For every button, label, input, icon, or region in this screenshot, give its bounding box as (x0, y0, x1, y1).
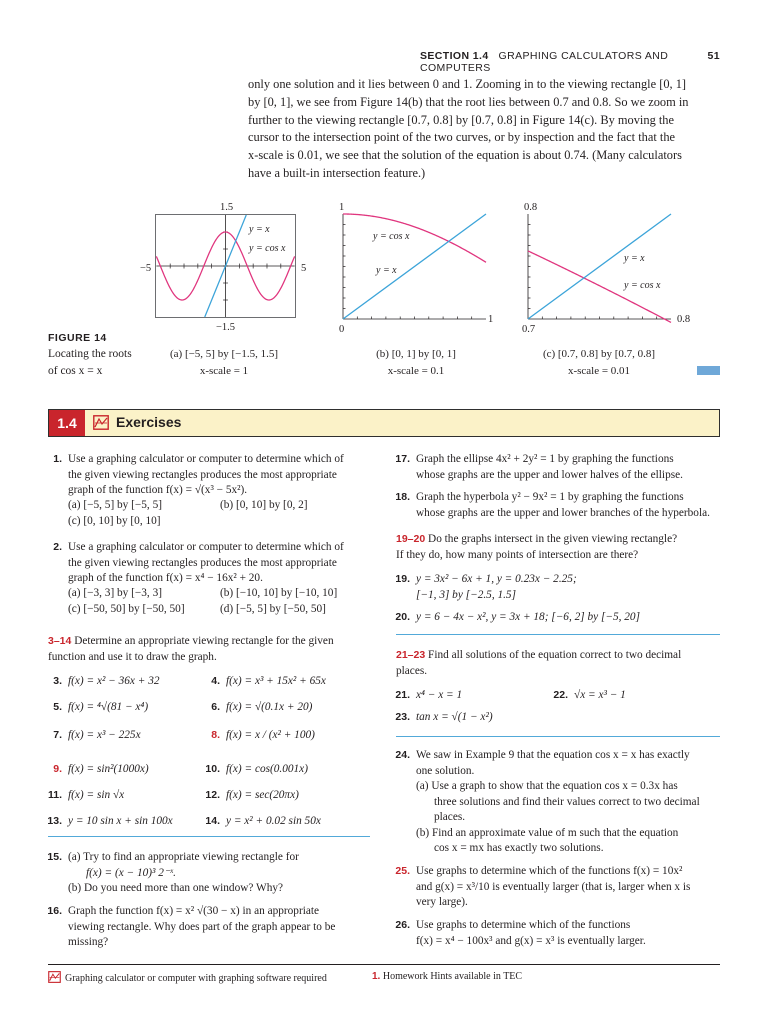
exercise-line: missing? (68, 936, 109, 948)
exercise-13: y = 10 sin x + sin 100x (68, 815, 173, 827)
exercise-3: f(x) = x² − 36x + 32 (68, 675, 160, 687)
exercise-line: viewing rectangle. Why does part of the graph appear to be (68, 920, 336, 933)
panel-b-origin-label: 0 (339, 324, 345, 335)
panel-c-range: (c) [0.7, 0.8] by [0.7, 0.8] (542, 348, 656, 360)
exercise-4: f(x) = x³ + 15x² + 65x (226, 675, 326, 687)
exercise-number: 14. (205, 815, 220, 827)
figure-caption-line: of cos x = x (48, 365, 103, 377)
exercise-line: graph of the function f(x) = x⁴ − 16x² + 20. (68, 572, 263, 584)
exercise-25 (416, 864, 690, 911)
exercise-number: 25. (395, 865, 410, 877)
exercise-15 (68, 850, 299, 897)
footer-hint-number: 1. (372, 971, 381, 982)
exercise-line: (b) Find an approximate value of m such that the equation (416, 826, 679, 839)
panel-b-curve-label-2: y = x (376, 265, 397, 276)
exercise-option: (a) [−5, 5] by [−5, 5] (68, 499, 162, 511)
panel-b-cos-curve (343, 214, 486, 262)
exercise-line: Use a graphing calculator or computer to determine which of (68, 453, 344, 465)
exercise-line: f(x) = x⁴ − 100x³ and g(x) = x³ is eventually larger. (416, 934, 646, 947)
exercise-line: Use graphs to determine which of the functions f(x) = 10x² (416, 865, 683, 877)
exercises-right-column (396, 452, 720, 962)
exercise-number: 8. (211, 729, 220, 741)
exercise-number: 20. (395, 611, 410, 623)
group-instruction: Determine an appropriate viewing rectangle for the given (74, 635, 334, 647)
exercise-17 (416, 452, 683, 483)
exercise-line: cos x = mx has exactly two solutions. (434, 842, 604, 854)
figure-label: FIGURE 14 (48, 332, 107, 344)
exercise-line: (a) Use a graph to show that the equation cos x = 0.3x has (416, 780, 678, 792)
exercise-line: (a) Try to find an appropriate viewing rectangle for (68, 851, 299, 863)
panel-b-caption (346, 346, 486, 380)
exercise-number: 11. (47, 789, 62, 801)
footer-left (48, 971, 327, 986)
group-number: 3–14 (48, 635, 72, 647)
exercise-12: f(x) = sec(20πx) (226, 789, 299, 801)
exercise-group-19-20 (396, 532, 720, 563)
panel-b-right-label: 1 (488, 314, 494, 325)
running-head (420, 50, 720, 74)
panel-b-top-label: 1 (339, 202, 345, 213)
panel-c-curve-label-1: y = x (624, 253, 645, 264)
exercise-20: y = 6 − 4x − x², y = 3x + 18; [−6, 2] by [−5, 20] (416, 611, 640, 623)
exercise-21: x⁴ − x = 1 (416, 689, 463, 701)
exercise-14: y = x² + 0.02 sin 50x (226, 815, 321, 827)
exercise-line: (b) Do you need more than one window? Why? (68, 882, 283, 894)
panel-a-range: (a) [−5, 5] by [−1.5, 1.5] (169, 348, 279, 360)
panel-b-line-curve (343, 214, 486, 319)
intro-line: only one solution and it lies between 0 and 1. Zooming in to the viewing rectangle [0, 1] (248, 77, 687, 91)
exercise-7: f(x) = x³ − 225x (68, 729, 141, 741)
exercise-line: y = 3x² − 6x + 1, y = 0.23x − 2.25; (416, 573, 577, 585)
exercise-number: 22. (553, 689, 568, 701)
exercise-26 (416, 918, 646, 949)
exercise-option: (a) [−3, 3] by [−3, 3] (68, 587, 162, 599)
exercises-section-number: 1.4 (49, 410, 85, 436)
exercise-number: 15. (47, 851, 62, 863)
exercise-number: 21. (395, 689, 410, 701)
panel-c-right-label: 0.8 (677, 314, 691, 325)
intro-line: further to the viewing rectangle [0.7, 0.8] by [0.7, 0.8] in Figure 14(c). By moving the (248, 112, 675, 127)
exercise-11: f(x) = sin √x (68, 789, 125, 801)
exercise-number: 12. (205, 789, 220, 801)
exercise-6: f(x) = √(0.1x + 20) (226, 701, 313, 713)
panel-c-line-curve (528, 214, 671, 319)
exercise-23: tan x = √(1 − x²) (416, 711, 493, 723)
footer-left-text: Graphing calculator or computer with graphing software required (65, 973, 327, 984)
panel-c-plot (528, 214, 671, 319)
exercise-line: whose graphs are the upper and lower halves of the ellipse. (416, 468, 683, 481)
exercise-line: Graph the ellipse 4x² + 2y² = 1 by graphing the functions (416, 453, 674, 465)
panel-a-left-label: −5 (140, 263, 152, 274)
exercises-title: Exercises (116, 414, 182, 430)
exercise-number: 9. (53, 763, 62, 775)
panel-c-scale: x-scale = 0.01 (567, 365, 631, 377)
exercise-number: 6. (211, 701, 220, 713)
exercise-line: Use graphs to determine which of the functions (416, 919, 631, 931)
exercise-line: Graph the hyperbola y² − 9x² = 1 by graphing the functions (416, 491, 684, 503)
exercise-number: 17. (395, 453, 410, 465)
panel-c-caption (524, 346, 674, 380)
section-divider (396, 634, 720, 635)
exercise-2 (68, 540, 344, 587)
exercise-option: (b) [0, 10] by [0, 2] (220, 499, 308, 511)
exercise-line: [−1, 3] by [−2.5, 1.5] (416, 588, 516, 601)
exercise-1 (68, 452, 344, 499)
margin-tab (697, 366, 720, 375)
exercise-9: f(x) = sin²(1000x) (68, 763, 149, 775)
panel-c-top-label: 0.8 (524, 202, 538, 213)
section-divider (48, 836, 370, 837)
group-instruction: Find all solutions of the equation correct to two decimal (428, 649, 682, 661)
exercise-number: 10. (205, 763, 220, 775)
section-divider (396, 736, 720, 737)
intro-paragraph (248, 76, 718, 183)
exercise-8: f(x) = x / (x² + 100) (226, 729, 315, 741)
exercise-line: whose graphs are the upper and lower branches of the hyperbola. (416, 506, 710, 519)
exercise-line: the given viewing rectangles produces the most appropriate (68, 468, 337, 481)
exercise-group-21-23 (396, 648, 720, 679)
intro-line: x-scale is 0.01, we see that the solution of the equation is about 0.74. (Many calculators (248, 148, 682, 163)
footer-right-text: Homework Hints available in TEC (382, 971, 523, 982)
group-instruction: Do the graphs intersect in the given viewing rectangle? (428, 533, 678, 545)
exercise-5: f(x) = ⁴√(81 − x⁴) (68, 701, 149, 713)
panel-c-curve-label-2: y = cos x (624, 280, 661, 291)
exercise-number: 13. (47, 815, 62, 827)
section-number: SECTION 1.4 (420, 50, 489, 62)
exercise-option: (c) [−50, 50] by [−50, 50] (68, 603, 185, 615)
panel-a-bottom-label: −1.5 (216, 322, 236, 333)
exercise-number: 3. (53, 675, 62, 687)
panel-c-origin-label: 0.7 (522, 324, 536, 335)
panel-a-caption (156, 346, 292, 380)
footer-right (372, 971, 522, 982)
intro-line: cursor to the intersection point of the two curves, or by inspection and the fact that the (248, 130, 676, 145)
exercise-number: 7. (53, 729, 62, 741)
exercise-line: three solutions and find their values correct to two decimal (434, 795, 700, 808)
exercise-number: 2. (53, 541, 62, 553)
exercise-number: 4. (211, 675, 220, 687)
section-title: GRAPHING CALCULATORS AND COMPUTERS (420, 50, 669, 74)
exercise-line: graph of the function f(x) = √(x³ − 5x²). (68, 484, 248, 496)
exercise-group-3-14 (48, 634, 370, 665)
exercise-line: one solution. (416, 764, 475, 777)
exercise-number: 18. (395, 491, 410, 503)
intro-line: have a built-in intersection feature.) (248, 165, 426, 180)
panel-b-scale: x-scale = 0.1 (387, 365, 445, 377)
exercise-19 (416, 572, 577, 603)
exercise-number: 26. (395, 919, 410, 931)
panel-a-plot (155, 214, 296, 318)
exercise-option: (d) [−5, 5] by [−50, 50] (220, 603, 326, 615)
graphing-calculator-icon (93, 415, 109, 433)
exercise-number: 1. (53, 453, 62, 465)
exercises-left-column (48, 452, 370, 962)
exercise-line: and g(x) = x³/10 is eventually larger (that is, larger when x is (416, 880, 691, 893)
panel-a-curve-label-1: y = x (249, 224, 270, 235)
panel-a-right-label: 5 (301, 263, 307, 274)
exercise-option: (c) [0, 10] by [0, 10] (68, 515, 161, 527)
exercise-number: 5. (53, 701, 62, 713)
figure-caption (48, 346, 132, 380)
graphing-calculator-icon (48, 971, 61, 986)
exercises-header (48, 409, 720, 437)
panel-b-range: (b) [0, 1] by [0, 1] (376, 348, 456, 360)
exercise-number: 16. (47, 905, 62, 917)
exercise-18 (416, 490, 710, 521)
exercise-number: 24. (395, 749, 410, 761)
exercise-line: the given viewing rectangles produces the most appropriate (68, 556, 337, 569)
exercise-22: √x = x³ − 1 (574, 689, 626, 701)
exercise-number: 23. (395, 711, 410, 723)
exercise-line: f(x) = (x − 10)³ 2⁻ˣ. (86, 866, 176, 879)
exercise-10: f(x) = cos(0.001x) (226, 763, 308, 775)
intro-line: by [0, 1], we see from Figure 14(b) that the root lies between 0.7 and 0.8. So we zoom in (248, 94, 689, 109)
panel-a-top-label: 1.5 (220, 202, 234, 213)
panel-b-curve-label-1: y = cos x (373, 231, 410, 242)
exercise-option: (b) [−10, 10] by [−10, 10] (220, 587, 338, 599)
group-instruction: function and use it to draw the graph. (48, 650, 217, 663)
exercise-24 (416, 748, 700, 857)
figure-caption-line: Locating the roots (48, 348, 132, 360)
exercise-number: 19. (395, 573, 410, 585)
exercise-line: Graph the function f(x) = x² √(30 − x) in an appropriate (68, 905, 320, 917)
exercise-line: very large). (416, 896, 468, 908)
panel-a-scale: x-scale = 1 (199, 365, 249, 377)
panel-a-curve-label-2: y = cos x (249, 243, 286, 254)
group-instruction: places. (396, 664, 428, 677)
footer-rule (48, 964, 720, 965)
exercise-16 (68, 904, 335, 951)
exercise-line: Use a graphing calculator or computer to determine which of (68, 541, 344, 553)
exercise-line: We saw in Example 9 that the equation cos x = x has exactly (416, 749, 690, 761)
exercise-line: places. (434, 811, 466, 823)
panel-b-plot (343, 214, 486, 319)
page-number: 51 (707, 50, 720, 62)
group-number: 19–20 (396, 533, 426, 545)
group-number: 21–23 (396, 649, 426, 661)
group-instruction: If they do, how many points of intersection are there? (396, 548, 639, 561)
